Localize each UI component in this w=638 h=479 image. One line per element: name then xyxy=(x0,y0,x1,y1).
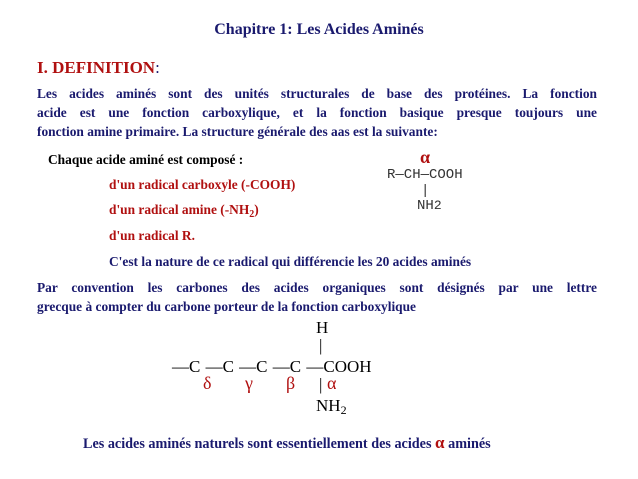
general-formula-chain: R—CH—COOH xyxy=(387,167,463,183)
composition-item-amine-close: ) xyxy=(254,202,259,217)
composition-item-carboxyle: d'un radical carboxyle (-COOH) xyxy=(109,177,296,192)
definition-line-1: Les acides aminés sont des unités structurales de base des protéines. La fonction xyxy=(37,86,597,101)
composition-item-amine-text: d'un radical amine (-NH xyxy=(109,202,250,217)
general-formula-amine-text: NH xyxy=(417,198,434,214)
composition-note: C'est la nature de ce radical qui différencie les 20 acides aminés xyxy=(109,254,472,269)
chain-formula-amine-sub: 2 xyxy=(340,403,347,417)
chain-formula-amine xyxy=(316,396,347,418)
chain-formula-h: H xyxy=(316,318,329,337)
conclusion-before: Les acides aminés naturels sont essentiellement des acides xyxy=(83,436,436,452)
chain-formula-bond-top: | xyxy=(319,336,323,355)
convention-line-2: grecque à compter du carbone porteur de la fonction carboxylique xyxy=(37,299,417,314)
section-heading-text: I. DEFINITION xyxy=(37,58,156,77)
chain-formula-chain: —C —C —C —C —COOH xyxy=(172,357,372,376)
definition-line-3: fonction amine primaire. La structure générale des aas est la suivante: xyxy=(37,124,438,139)
composition-item-radical: d'un radical R. xyxy=(109,228,195,243)
section-heading-colon: : xyxy=(155,58,160,77)
conclusion-alpha: α xyxy=(435,433,445,452)
general-formula-amine xyxy=(417,198,442,214)
composition-intro: Chaque acide aminé est composé : xyxy=(48,152,244,167)
general-formula-amine-sub: 2 xyxy=(433,198,442,213)
section-heading xyxy=(37,58,160,78)
chain-formula-amine-text: NH xyxy=(316,396,341,415)
definition-line-2: acide est une fonction carboxylique, et la fonction basique presque toujours une xyxy=(37,105,597,120)
page-title: Chapitre 1: Les Acides Aminés xyxy=(214,21,424,38)
chain-formula-bond-bottom: | xyxy=(319,375,323,394)
chain-formula-gamma: γ xyxy=(245,373,253,393)
chain-formula-beta: β xyxy=(286,373,296,393)
conclusion-text xyxy=(83,433,491,453)
general-formula-bond: | xyxy=(421,183,430,199)
chain-formula-alpha: α xyxy=(327,373,337,393)
composition-item-amine xyxy=(109,200,259,224)
convention-line-1: Par convention les carbones des acides organiques sont désignés par une lettre xyxy=(37,280,597,295)
composition-item-amine-sub: 2 xyxy=(249,209,255,220)
chain-formula-delta: δ xyxy=(203,373,212,393)
general-formula-alpha: α xyxy=(420,147,431,167)
conclusion-after: aminés xyxy=(444,436,491,452)
